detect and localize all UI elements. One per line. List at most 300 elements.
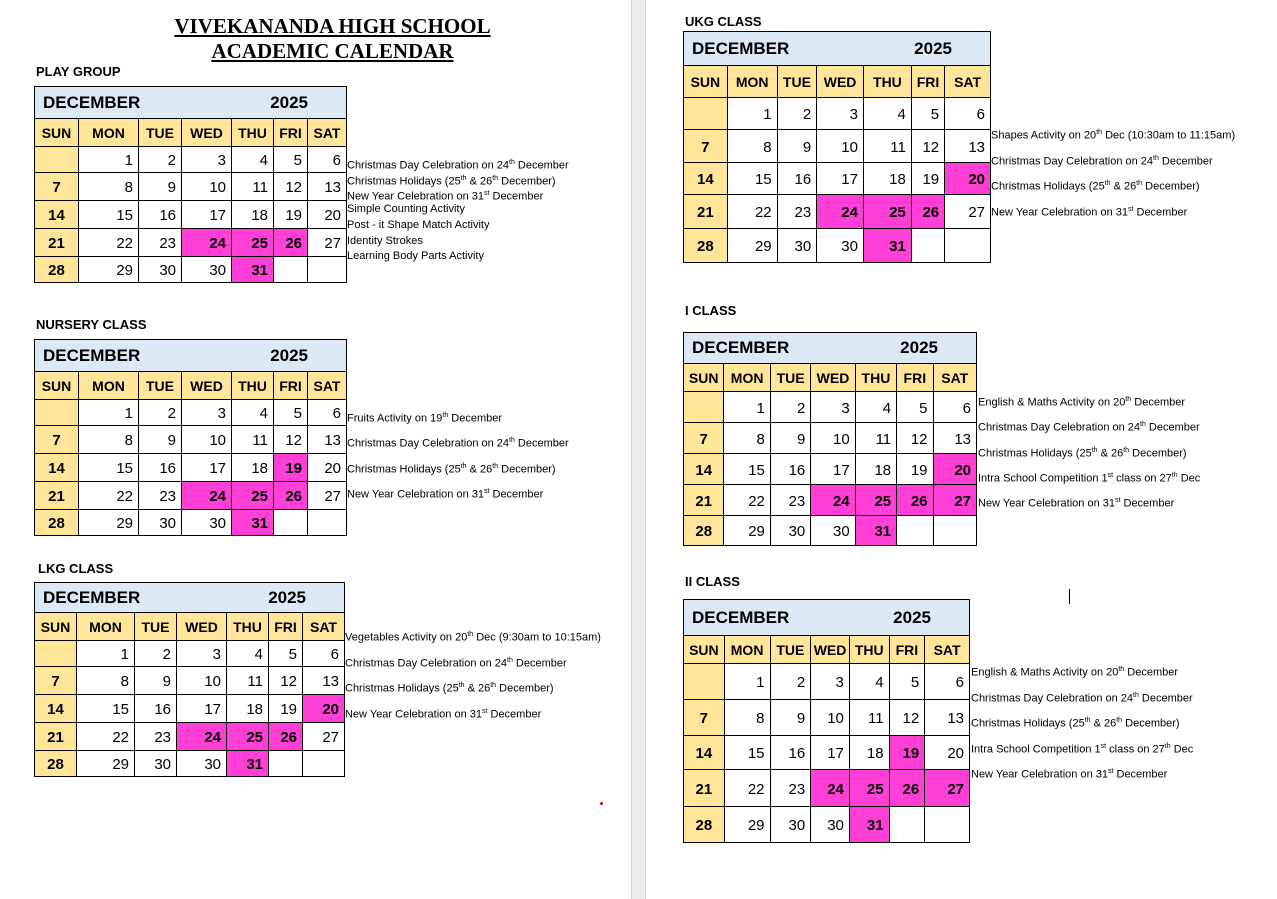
- weekday-header: SAT: [933, 364, 977, 392]
- sunday-date-cell: 7: [684, 700, 725, 736]
- weekday-header: MON: [79, 119, 139, 147]
- sunday-date-cell: 21: [35, 723, 77, 751]
- holiday-date-cell: 31: [863, 229, 911, 263]
- event-note: New Year Celebration on 31st December: [991, 206, 1188, 219]
- date-cell: 3: [182, 400, 232, 426]
- weekday-header: WED: [811, 636, 850, 664]
- date-cell: 27: [308, 482, 347, 510]
- date-cell: 6: [925, 664, 970, 700]
- holiday-date-cell: 19: [889, 736, 925, 770]
- holiday-date-cell: 26: [889, 770, 925, 807]
- school-title: VIVEKANANDA HIGH SCHOOL: [174, 14, 491, 38]
- date-cell: 30: [811, 807, 850, 843]
- date-cell: 8: [727, 130, 777, 163]
- date-cell: 2: [770, 664, 811, 700]
- weekday-header: SUN: [684, 364, 724, 392]
- date-cell: 13: [308, 426, 347, 454]
- weekday-header: SUN: [35, 372, 79, 400]
- date-cell: 22: [79, 482, 139, 510]
- event-note: Christmas Day Celebration on 24th December: [991, 155, 1213, 168]
- year: 2025: [270, 345, 309, 365]
- date-cell: 1: [79, 147, 139, 173]
- date-cell: 3: [811, 392, 855, 423]
- date-cell: 15: [77, 695, 135, 723]
- sunday-date-cell: [35, 641, 77, 667]
- date-cell: 10: [817, 130, 864, 163]
- month-name: DECEMBER: [692, 338, 790, 357]
- event-note: Christmas Holidays (25th & 26th December): [971, 717, 1180, 730]
- holiday-date-cell: 31: [227, 751, 269, 777]
- date-cell: 12: [274, 426, 308, 454]
- holiday-date-cell: 26: [911, 195, 944, 229]
- empty-date-cell: [889, 807, 925, 843]
- year: 2025: [268, 587, 307, 607]
- weekday-header: SAT: [945, 66, 991, 98]
- year: 2025: [270, 92, 309, 112]
- date-cell: 22: [727, 195, 777, 229]
- class1-calendar-table: [683, 332, 977, 546]
- sunday-date-cell: [684, 98, 728, 130]
- date-cell: 30: [182, 510, 232, 536]
- date-cell: 5: [274, 400, 308, 426]
- date-cell: 30: [770, 807, 811, 843]
- holiday-date-cell: 26: [897, 485, 933, 516]
- date-cell: 10: [177, 667, 227, 695]
- empty-date-cell: [303, 751, 345, 777]
- weekday-header: FRI: [897, 364, 933, 392]
- playgroup-calendar-table: [34, 86, 347, 283]
- date-cell: 8: [724, 700, 770, 736]
- weekday-header: MON: [724, 364, 770, 392]
- holiday-date-cell: 26: [269, 723, 303, 751]
- date-cell: 6: [303, 641, 345, 667]
- event-note: Intra School Competition 1st class on 27th Dec: [971, 743, 1194, 756]
- date-cell: 29: [727, 229, 777, 263]
- date-cell: 13: [303, 667, 345, 695]
- date-cell: 3: [811, 664, 850, 700]
- date-cell: 20: [925, 736, 970, 770]
- date-cell: 17: [817, 163, 864, 195]
- date-cell: 11: [227, 667, 269, 695]
- date-cell: 30: [182, 257, 232, 283]
- holiday-date-cell: 19: [274, 454, 308, 482]
- event-note: Christmas Holidays (25th & 26th December): [347, 463, 556, 476]
- playgroup-section-label: PLAY GROUP: [36, 64, 121, 79]
- weekday-header: THU: [849, 636, 889, 664]
- date-cell: 3: [817, 98, 864, 130]
- event-note: Christmas Day Celebration on 24th December: [345, 657, 567, 670]
- empty-date-cell: [945, 229, 991, 263]
- date-cell: 23: [139, 482, 182, 510]
- empty-date-cell: [897, 516, 933, 546]
- weekday-header: SAT: [303, 613, 345, 641]
- date-cell: 1: [727, 98, 777, 130]
- holiday-date-cell: 27: [933, 485, 977, 516]
- date-cell: 16: [777, 163, 817, 195]
- holiday-date-cell: 24: [182, 482, 232, 510]
- event-note: New Year Celebration on 31st December: [978, 497, 1175, 510]
- sunday-date-cell: 28: [684, 807, 725, 843]
- holiday-date-cell: 25: [849, 770, 889, 807]
- month-header: [684, 333, 977, 364]
- nursery-section-label: NURSERY CLASS: [36, 317, 147, 332]
- date-cell: 13: [925, 700, 970, 736]
- holiday-date-cell: 26: [274, 482, 308, 510]
- event-note: Christmas Day Celebration on 24th December: [347, 437, 569, 450]
- date-cell: 5: [889, 664, 925, 700]
- date-cell: 15: [724, 454, 770, 485]
- event-note: Christmas Day Celebration on 24th December: [978, 421, 1200, 434]
- weekday-header: SAT: [308, 372, 347, 400]
- date-cell: 1: [724, 392, 770, 423]
- date-cell: 16: [770, 454, 810, 485]
- class2-section-label: II CLASS: [685, 574, 740, 589]
- date-cell: 15: [79, 201, 139, 229]
- weekday-header: TUE: [777, 66, 817, 98]
- date-cell: 29: [724, 807, 770, 843]
- weekday-header: SAT: [925, 636, 970, 664]
- date-cell: 30: [135, 751, 177, 777]
- date-cell: 11: [849, 700, 889, 736]
- date-cell: 19: [269, 695, 303, 723]
- empty-date-cell: [269, 751, 303, 777]
- month-name: DECEMBER: [43, 345, 141, 365]
- date-cell: 22: [724, 485, 770, 516]
- date-cell: 13: [308, 173, 347, 201]
- red-dot-marker: [600, 802, 603, 805]
- sunday-date-cell: 14: [684, 736, 725, 770]
- month-header: [684, 600, 970, 636]
- date-cell: 17: [177, 695, 227, 723]
- weekday-header: SUN: [35, 119, 79, 147]
- sunday-date-cell: 7: [35, 667, 77, 695]
- date-cell: 12: [269, 667, 303, 695]
- date-cell: 10: [811, 423, 855, 454]
- date-cell: 30: [139, 257, 182, 283]
- date-cell: 12: [911, 130, 944, 163]
- weekday-header: MON: [77, 613, 135, 641]
- date-cell: 10: [182, 426, 232, 454]
- date-cell: 6: [308, 147, 347, 173]
- empty-date-cell: [308, 510, 347, 536]
- date-cell: 8: [79, 426, 139, 454]
- holiday-date-cell: 25: [227, 723, 269, 751]
- date-cell: 29: [724, 516, 770, 546]
- weekday-header: THU: [227, 613, 269, 641]
- event-note: Vegetables Activity on 20th Dec (9:30am to 10:15am): [345, 631, 601, 644]
- event-note: Christmas Day Celebration on 24th December: [347, 159, 569, 172]
- ukg-section-label: UKG CLASS: [685, 14, 762, 29]
- date-cell: 12: [897, 423, 933, 454]
- ukg-calendar-table: [683, 31, 991, 263]
- date-cell: 18: [227, 695, 269, 723]
- holiday-date-cell: 31: [855, 516, 896, 546]
- date-cell: 18: [849, 736, 889, 770]
- event-note: Post - it Shape Match Activity: [347, 219, 490, 231]
- class2-calendar-table: [683, 599, 970, 843]
- date-cell: 3: [182, 147, 232, 173]
- date-cell: 30: [811, 516, 855, 546]
- holiday-date-cell: 31: [232, 510, 274, 536]
- event-note: New Year Celebration on 31st December: [345, 708, 542, 721]
- date-cell: 23: [135, 723, 177, 751]
- sunday-date-cell: 28: [35, 510, 79, 536]
- year: 2025: [893, 607, 931, 627]
- sunday-date-cell: [684, 664, 725, 700]
- date-cell: 16: [135, 695, 177, 723]
- sunday-date-cell: 14: [35, 454, 79, 482]
- date-cell: 6: [933, 392, 977, 423]
- holiday-date-cell: 20: [933, 454, 977, 485]
- date-cell: 9: [139, 426, 182, 454]
- weekday-header: WED: [177, 613, 227, 641]
- sunday-date-cell: 7: [684, 423, 724, 454]
- date-cell: 2: [770, 392, 810, 423]
- date-cell: 30: [770, 516, 810, 546]
- lkg-calendar-table: [34, 582, 345, 777]
- class1-section-label: I CLASS: [685, 303, 737, 318]
- event-note: Christmas Holidays (25th & 26th December): [978, 447, 1187, 460]
- month-name: DECEMBER: [43, 587, 141, 607]
- weekday-header: FRI: [911, 66, 944, 98]
- date-cell: 30: [817, 229, 864, 263]
- date-cell: 19: [274, 201, 308, 229]
- date-cell: 29: [79, 257, 139, 283]
- date-cell: 1: [724, 664, 770, 700]
- weekday-header: THU: [863, 66, 911, 98]
- date-cell: 9: [770, 423, 810, 454]
- month-header: [684, 32, 991, 66]
- sunday-date-cell: 21: [35, 229, 79, 257]
- text-cursor: [1069, 589, 1070, 604]
- event-note: Christmas Holidays (25th & 26th December): [991, 180, 1200, 193]
- weekday-header: THU: [855, 364, 896, 392]
- date-cell: 11: [855, 423, 896, 454]
- date-cell: 22: [77, 723, 135, 751]
- weekday-header: FRI: [274, 372, 308, 400]
- date-cell: 17: [182, 201, 232, 229]
- sunday-date-cell: 28: [35, 257, 79, 283]
- date-cell: 13: [945, 130, 991, 163]
- empty-date-cell: [274, 510, 308, 536]
- date-cell: 16: [770, 736, 811, 770]
- weekday-header: THU: [232, 372, 274, 400]
- weekday-header: FRI: [274, 119, 308, 147]
- weekday-header: SUN: [684, 66, 728, 98]
- date-cell: 9: [770, 700, 811, 736]
- date-cell: 4: [227, 641, 269, 667]
- date-cell: 9: [777, 130, 817, 163]
- date-cell: 23: [777, 195, 817, 229]
- date-cell: 4: [232, 400, 274, 426]
- holiday-date-cell: 24: [817, 195, 864, 229]
- weekday-header: THU: [232, 119, 274, 147]
- sunday-date-cell: 28: [35, 751, 77, 777]
- weekday-header: SUN: [35, 613, 77, 641]
- date-cell: 23: [139, 229, 182, 257]
- date-cell: 11: [232, 173, 274, 201]
- event-note: New Year Celebration on 31st December: [347, 190, 544, 203]
- holiday-date-cell: 20: [945, 163, 991, 195]
- date-cell: 9: [139, 173, 182, 201]
- lkg-section-label: LKG CLASS: [38, 561, 114, 576]
- weekday-header: MON: [727, 66, 777, 98]
- date-cell: 18: [863, 163, 911, 195]
- month-name: DECEMBER: [43, 92, 141, 112]
- empty-date-cell: [308, 257, 347, 283]
- month-header: [35, 340, 347, 372]
- event-note: New Year Celebration on 31st December: [971, 768, 1168, 781]
- date-cell: 23: [770, 770, 811, 807]
- holiday-date-cell: 25: [232, 229, 274, 257]
- date-cell: 30: [177, 751, 227, 777]
- date-cell: 1: [79, 400, 139, 426]
- weekday-header: TUE: [770, 636, 811, 664]
- date-cell: 8: [79, 173, 139, 201]
- date-cell: 17: [182, 454, 232, 482]
- date-cell: 22: [724, 770, 770, 807]
- date-cell: 11: [232, 426, 274, 454]
- weekday-header: FRI: [269, 613, 303, 641]
- date-cell: 17: [811, 736, 850, 770]
- date-cell: 27: [303, 723, 345, 751]
- date-cell: 2: [777, 98, 817, 130]
- date-cell: 17: [811, 454, 855, 485]
- date-cell: 4: [855, 392, 896, 423]
- date-cell: 8: [77, 667, 135, 695]
- date-cell: 2: [135, 641, 177, 667]
- date-cell: 11: [863, 130, 911, 163]
- month-header: [35, 583, 345, 613]
- weekday-header: TUE: [139, 119, 182, 147]
- weekday-header: WED: [182, 372, 232, 400]
- date-cell: 15: [724, 736, 770, 770]
- empty-date-cell: [911, 229, 944, 263]
- date-cell: 10: [811, 700, 850, 736]
- date-cell: 30: [777, 229, 817, 263]
- event-note: Christmas Holidays (25th & 26th December): [345, 682, 554, 695]
- date-cell: 6: [945, 98, 991, 130]
- date-cell: 29: [77, 751, 135, 777]
- weekday-header: SUN: [684, 636, 725, 664]
- holiday-date-cell: 20: [303, 695, 345, 723]
- sunday-date-cell: 21: [684, 195, 728, 229]
- date-cell: 18: [232, 454, 274, 482]
- date-cell: 5: [274, 147, 308, 173]
- holiday-date-cell: 24: [811, 770, 850, 807]
- date-cell: 4: [863, 98, 911, 130]
- year: 2025: [900, 338, 938, 357]
- sunday-date-cell: 14: [35, 695, 77, 723]
- date-cell: 12: [274, 173, 308, 201]
- date-cell: 30: [139, 510, 182, 536]
- sunday-date-cell: 7: [35, 173, 79, 201]
- date-cell: 23: [770, 485, 810, 516]
- event-note: English & Maths Activity on 20th December: [971, 666, 1178, 679]
- weekday-header: WED: [182, 119, 232, 147]
- weekday-header: MON: [724, 636, 770, 664]
- sunday-date-cell: [35, 147, 79, 173]
- sunday-date-cell: 7: [35, 426, 79, 454]
- date-cell: 12: [889, 700, 925, 736]
- sunday-date-cell: 14: [684, 163, 728, 195]
- sunday-date-cell: [35, 400, 79, 426]
- sunday-date-cell: 21: [684, 485, 724, 516]
- holiday-date-cell: 25: [855, 485, 896, 516]
- date-cell: 9: [135, 667, 177, 695]
- date-cell: 5: [269, 641, 303, 667]
- empty-date-cell: [274, 257, 308, 283]
- date-cell: 4: [232, 147, 274, 173]
- date-cell: 16: [139, 454, 182, 482]
- sunday-date-cell: 21: [35, 482, 79, 510]
- event-note: Fruits Activity on 19th December: [347, 412, 503, 425]
- holiday-date-cell: 24: [811, 485, 855, 516]
- date-cell: 22: [79, 229, 139, 257]
- event-note: English & Maths Activity on 20th December: [978, 396, 1185, 409]
- month-name: DECEMBER: [692, 607, 790, 627]
- weekday-header: FRI: [889, 636, 925, 664]
- date-cell: 8: [724, 423, 770, 454]
- date-cell: 13: [933, 423, 977, 454]
- weekday-header: WED: [811, 364, 855, 392]
- event-note: Identity Strokes: [347, 235, 423, 247]
- nursery-calendar-table: [34, 339, 347, 536]
- date-cell: 4: [849, 664, 889, 700]
- sunday-date-cell: 21: [684, 770, 725, 807]
- holiday-date-cell: 31: [849, 807, 889, 843]
- date-cell: 27: [945, 195, 991, 229]
- date-cell: 27: [308, 229, 347, 257]
- event-note: Simple Counting Activity: [347, 203, 465, 215]
- date-cell: 10: [182, 173, 232, 201]
- date-cell: 18: [855, 454, 896, 485]
- event-note: Intra School Competition 1st class on 27th Dec: [978, 472, 1201, 485]
- sunday-date-cell: [684, 392, 724, 423]
- event-note: Learning Body Parts Activity: [347, 250, 484, 262]
- date-cell: 15: [727, 163, 777, 195]
- date-cell: 20: [308, 454, 347, 482]
- month-name: DECEMBER: [692, 38, 790, 58]
- event-note: Christmas Holidays (25th & 26th December): [347, 175, 556, 188]
- holiday-date-cell: 24: [182, 229, 232, 257]
- holiday-date-cell: 24: [177, 723, 227, 751]
- date-cell: 6: [308, 400, 347, 426]
- date-cell: 18: [232, 201, 274, 229]
- month-header: [35, 87, 347, 119]
- year: 2025: [914, 38, 952, 58]
- sunday-date-cell: 28: [684, 516, 724, 546]
- date-cell: 5: [911, 98, 944, 130]
- holiday-date-cell: 31: [232, 257, 274, 283]
- empty-date-cell: [925, 807, 970, 843]
- date-cell: 19: [897, 454, 933, 485]
- page-gutter: [631, 0, 646, 899]
- event-note: Christmas Day Celebration on 24th December: [971, 692, 1193, 705]
- date-cell: 5: [897, 392, 933, 423]
- weekday-header: MON: [79, 372, 139, 400]
- date-cell: 19: [911, 163, 944, 195]
- weekday-header: TUE: [135, 613, 177, 641]
- sunday-date-cell: 7: [684, 130, 728, 163]
- weekday-header: SAT: [308, 119, 347, 147]
- holiday-date-cell: 25: [232, 482, 274, 510]
- event-note: New Year Celebration on 31st December: [347, 488, 544, 501]
- holiday-date-cell: 26: [274, 229, 308, 257]
- date-cell: 16: [139, 201, 182, 229]
- weekday-header: TUE: [139, 372, 182, 400]
- date-cell: 20: [308, 201, 347, 229]
